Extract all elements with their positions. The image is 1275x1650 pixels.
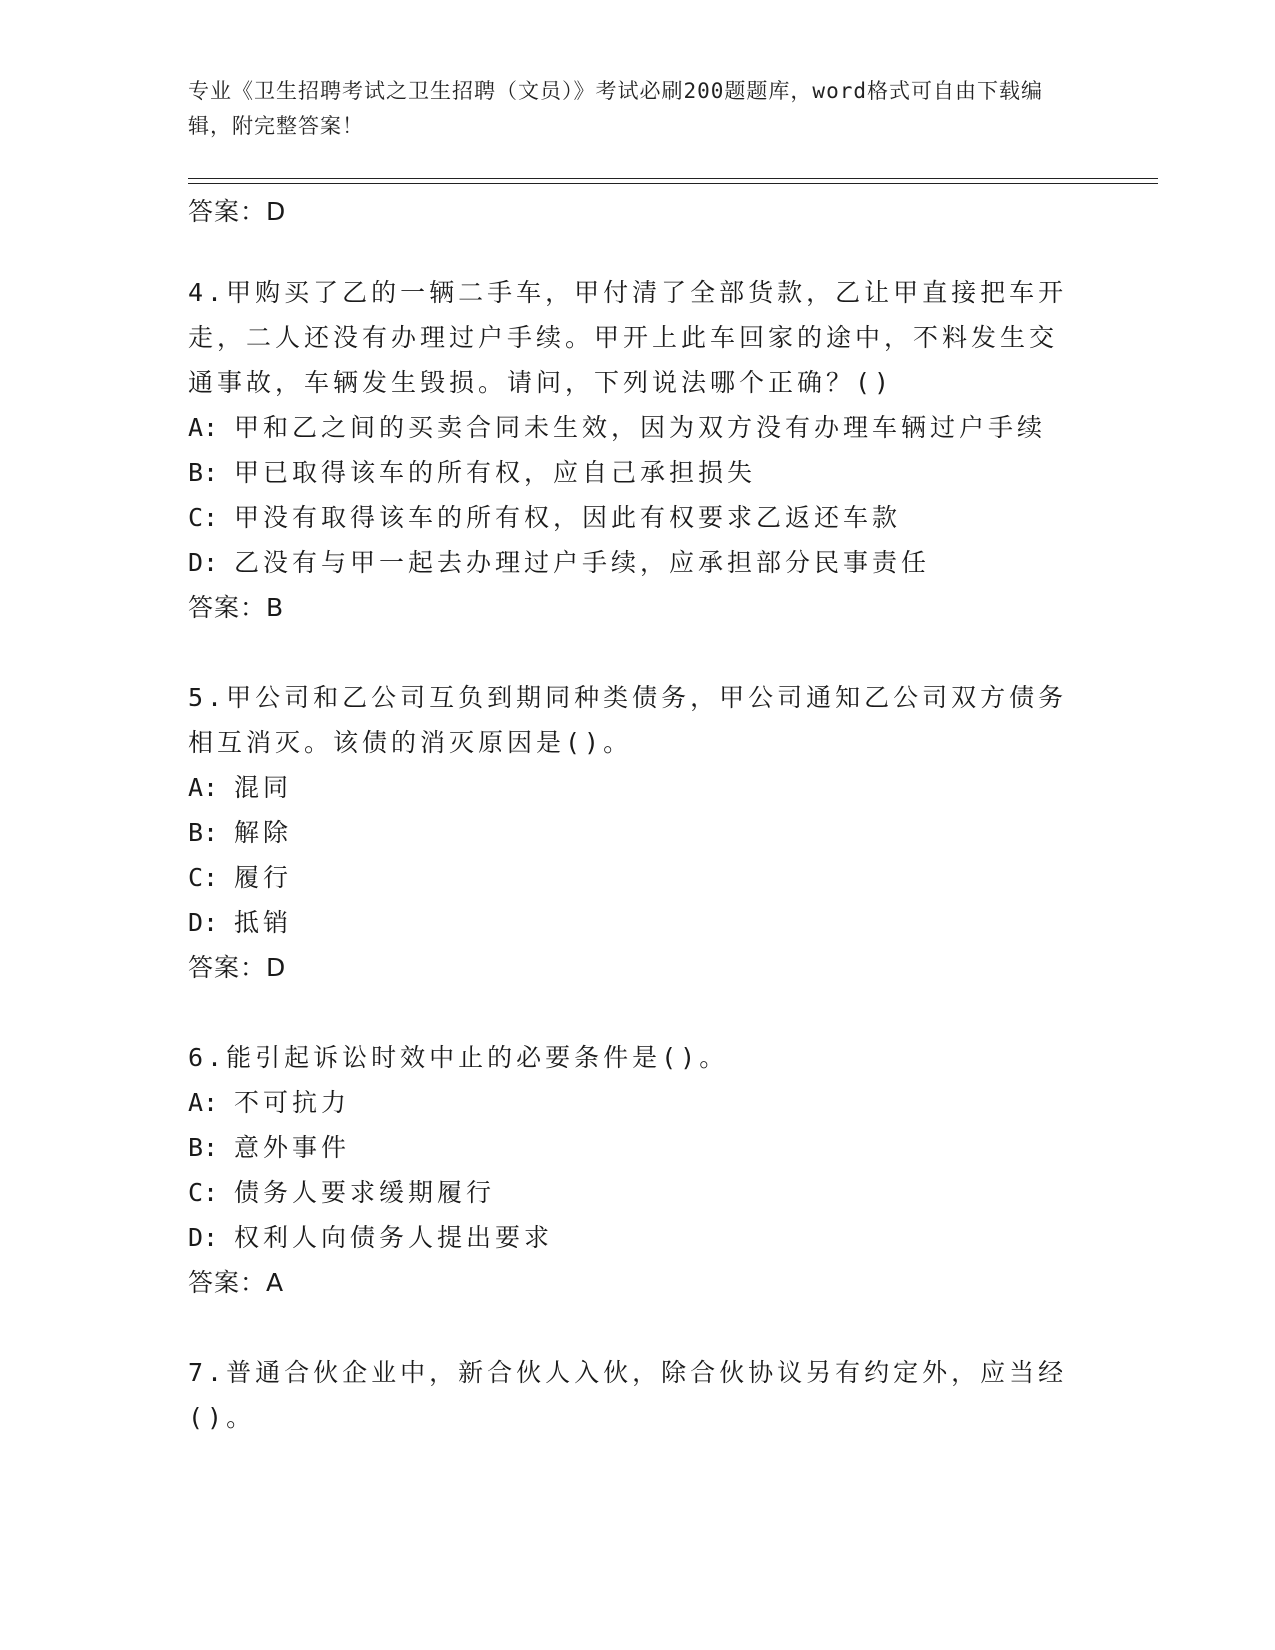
question-4-option-c xyxy=(188,498,901,534)
question-5-option-c xyxy=(188,858,292,894)
question-5-option-a xyxy=(188,768,292,804)
question-5-stem-line-1: 5.甲公司和乙公司互负到期同种类债务，甲公司通知乙公司双方债务 xyxy=(188,683,1068,712)
option-label: D: xyxy=(188,548,219,577)
question-4-stem-line-2: 走，二人还没有办理过户手续。甲开上此车回家的途中，不料发生交 xyxy=(188,323,1059,352)
option-text: 解除 xyxy=(234,818,293,847)
option-text: 意外事件 xyxy=(234,1133,351,1162)
question-6-option-b xyxy=(188,1128,350,1164)
option-text: 不可抗力 xyxy=(234,1088,351,1117)
question-6-stem-line-1: 6.能引起诉讼时效中止的必要条件是()。 xyxy=(188,1043,729,1072)
answer-q6: 答案：A xyxy=(188,1268,285,1297)
option-label: B: xyxy=(188,1133,219,1162)
option-text: 甲已取得该车的所有权，应自己承担损失 xyxy=(234,458,757,487)
document-header: 专业《卫生招聘考试之卫生招聘（文员）》考试必刷200题题库，word格式可自由下载编辑，附完整答案！ xyxy=(188,79,1043,138)
question-5-option-d xyxy=(188,903,292,939)
option-text: 混同 xyxy=(234,773,293,802)
option-text: 甲没有取得该车的所有权，因此有权要求乙返还车款 xyxy=(234,503,902,532)
question-7-stem-line-1: 7.普通合伙企业中，新合伙人入伙，除合伙协议另有约定外，应当经 xyxy=(188,1358,1068,1387)
header-rule-top xyxy=(188,178,1158,179)
option-label: A: xyxy=(188,773,219,802)
option-label: A: xyxy=(188,1088,219,1117)
question-4-option-a xyxy=(188,408,1046,444)
option-label: A: xyxy=(188,413,219,442)
question-4-option-b xyxy=(188,453,756,489)
answer-q4: 答案：B xyxy=(188,593,285,622)
option-text: 履行 xyxy=(234,863,293,892)
question-6-option-d xyxy=(188,1218,553,1254)
option-label: C: xyxy=(188,1178,219,1207)
option-label: D: xyxy=(188,908,219,937)
question-5-option-b xyxy=(188,813,292,849)
answer-q5: 答案：D xyxy=(188,953,287,982)
option-text: 债务人要求缓期履行 xyxy=(234,1178,496,1207)
option-text: 抵销 xyxy=(234,908,293,937)
question-5-stem-line-2: 相互消灭。该债的消灭原因是()。 xyxy=(188,728,633,757)
option-label: B: xyxy=(188,458,219,487)
option-label: C: xyxy=(188,863,219,892)
question-4-stem-line-3: 通事故，车辆发生毁损。请问，下列说法哪个正确？() xyxy=(188,368,894,397)
option-label: D: xyxy=(188,1223,219,1252)
question-6-option-c xyxy=(188,1173,495,1209)
question-6-option-a xyxy=(188,1083,350,1119)
option-text: 权利人向债务人提出要求 xyxy=(234,1223,554,1252)
option-text: 甲和乙之间的买卖合同未生效，因为双方没有办理车辆过户手续 xyxy=(234,413,1047,442)
answer-q3: 答案：D xyxy=(188,197,287,226)
question-4-option-d xyxy=(188,543,930,579)
option-label: C: xyxy=(188,503,219,532)
option-text: 乙没有与甲一起去办理过户手续，应承担部分民事责任 xyxy=(234,548,931,577)
question-7-stem-line-2: ()。 xyxy=(188,1403,256,1432)
question-4-stem-line-1: 4.甲购买了乙的一辆二手车，甲付清了全部货款，乙让甲直接把车开 xyxy=(188,278,1068,307)
option-label: B: xyxy=(188,818,219,847)
header-rule-bottom xyxy=(188,183,1158,184)
